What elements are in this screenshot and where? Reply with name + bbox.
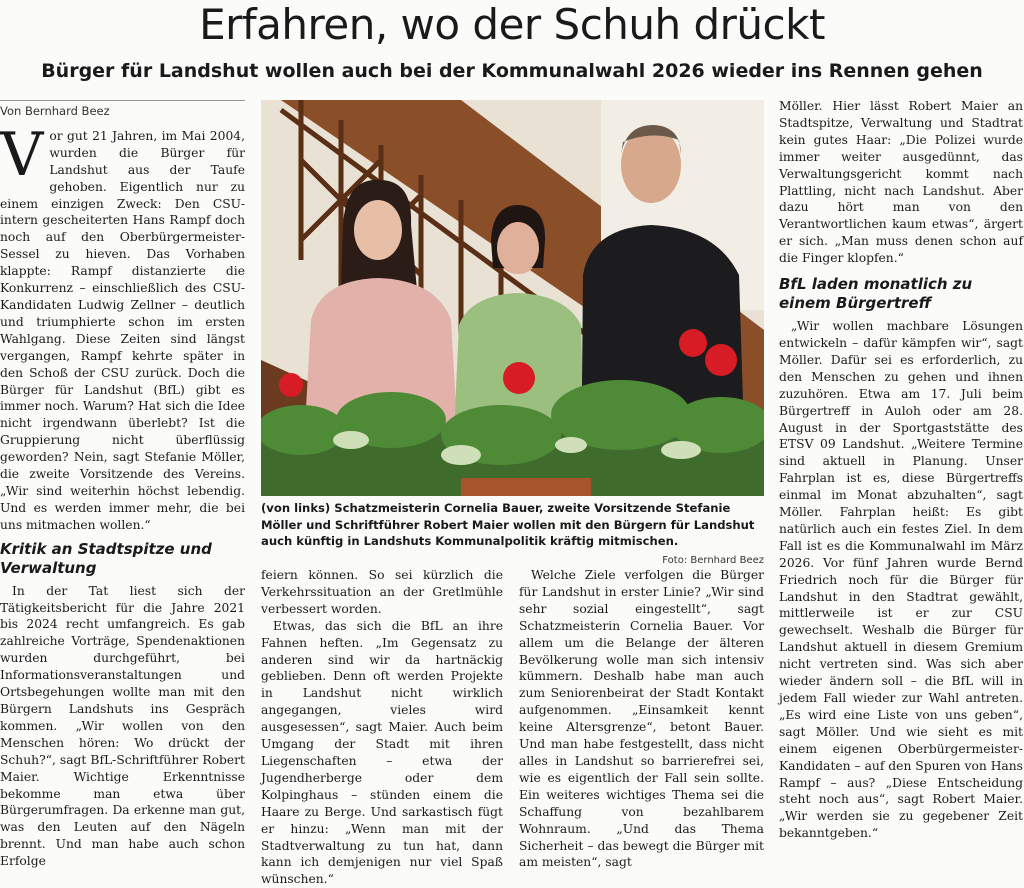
article-photo (261, 100, 764, 496)
paragraph: Etwas, das sich die BfL an ihre Fahnen heften. „Im Gegensatz zu anderen sind wir da hartnäckig geblieben. Denn oft werden Projekte in Landshut nicht wirklich angegangen, vieles wird ausgesessen“, sagt Maier. Auch beim Umgang der Stadt mit ihren Liegenschaften – etwa der Jugendherberge oder dem Kolpinghaus – stünden einem die Haare zu Berge. Und sarkastisch fügt er hinzu: „Wenn man mit der Stadtverwaltung zu tun hat, dann kann ich demjenigen nur viel Spaß wünschen.“ (261, 618, 503, 887)
paragraph: „Wir wollen machbare Lösungen entwickeln – dafür kämpfen wir“, sagt Möller. Dafür sei es erforderlich, zu den Menschen zu gehen und ihnen zuzuhören. Etwa am 17. Juli beim Bürgertreff in Auloh oder am 28. August in der Sportgaststätte des ETSV 09 Landshut. „Weitere Termine sind aktuell in Planung. Unser Fahrplan ist es, diese Bürgertreffs einmal im Monat abzuhalten“, sagt Möller. Fahrplan heißt: Es gibt natürlich auch ein festes Ziel. In dem Fall ist es die Kommunalwahl im März 2026. Vor fünf Jahren wurde Bernd Friedrich noch für die Bürger für Landshut in den Stadtrat gewählt, mittlerweile ist er zur CSU gewechselt. Weshalb die Bürger für Landshut aktuell in diesem Gremium nicht vertreten sind. Was sich aber wieder ändern soll – die BfL will in jedem Fall wieder zur Wahl antreten. „Es wird eine Liste von uns geben“, sagt Möller. Und wie sieht es mit einem eigenen Oberbürgermeister-Kandidaten – auf den Spuren von Hans Rampf – aus? „Diese Entscheidung steht noch aus“, sagt Robert Maier. „Wir werden sie zu gegebener Zeit bekanntgeben.“ (779, 319, 1023, 841)
column-3 (519, 567, 764, 871)
paragraph: In der Tat liest sich der Tätigkeitsbericht für die Jahre 2021 bis 2024 recht umfangreich. Es gab zahlreiche Vorträge, Spendenaktionen wurden durchgeführt, bei Informationsveranstaltungen und Ortsbegehungen wollte man mit den Bürgern Landshuts ins Gespräch kommen. „Wir wollen von den Menschen hören: Wo drückt der Schuh?“, sagt BfL-Schriftführer Robert Maier. Wichtige Erkenntnisse bekomme man etwa über Bürgerumfragen. Da erkenne man gut, was den Leuten auf den Nägeln brennt. Und man habe auch schon Erfolge (0, 583, 245, 869)
section-heading-kritik: Kritik an Stadtspitze und Verwaltung (0, 539, 212, 577)
section-heading-buergertreff: BfL laden monatlich zu einem Bürgertreff (779, 275, 973, 313)
drop-cap: V (0, 119, 44, 190)
headline: Erfahren, wo der Schuh drückt (199, 0, 825, 49)
byline: Von Bernhard Beez (0, 100, 245, 120)
photo-caption (261, 500, 764, 569)
intro-paragraph: or gut 21 Jahren, im Mai 2004, wurden die Bürger für Landshut aus der Taufe gehoben. Eigentlich nur zu einem einzigen Zweck: Den CSU-intern gescheiterten Hans Rampf doch noch auf den Oberbürgermeister-Sessel zu hieven. Das Vorhaben klappte: Rampf distanzierte die Konkurrenz – einschließlich des CSU-Kandidaten Ludwig Zellner – deutlich und triumphierte schon im ersten Wahlgang. Diese Zeiten sind längst vergangen, Rampf kehrte später in den Schoß der CSU zurück. Doch die Bürger für Landshut (BfL) gibt es immer noch. Warum? Hat sich die Idee nicht irgendwann überlebt? Ist die Gruppierung nicht überflüssig geworden? Nein, sagt Stefanie Möller, die zweite Vorsitzende des Vereins. „Wir sind weiterhin höchst lebendig. Und es werden immer mehr, die bei uns mitmachen wollen.“ (0, 128, 245, 532)
photo-credit: Foto: Bernhard Beez (662, 554, 764, 566)
paragraph: Möller. Hier lässt Robert Maier an Stadtspitze, Verwaltung und Stadtrat kein gutes Haar: „Die Polizei wurde immer weiter ausgedünnt, das Verwaltungsgericht kommt nach Plattling, nicht nach Landshut. Aber dazu hört man von den Verantwortlichen kaum etwas“, ärgert er sich. „Man muss denen schon auf die Finger klopfen.“ (779, 99, 1023, 266)
paragraph: feiern können. So sei kürzlich die Verkehrssituation an der Gretlmühle verbessert worden. (261, 568, 503, 616)
column-2 (261, 567, 503, 888)
caption-text: (von links) Schatzmeisterin Cornelia Bauer, zweite Vorsitzende Stefanie Möller und Schriftführer Robert Maier wollen mit den Bürgern für Landshut auch künftig in Landshuts Kommunalpolitik kräftig mitmischen. (261, 501, 755, 548)
column-1 (0, 100, 245, 870)
subheadline: Bürger für Landshut wollen auch bei der Kommunalwahl 2026 wieder ins Rennen gehen (41, 60, 983, 82)
column-4 (779, 98, 1023, 842)
photo-illustration (261, 100, 764, 496)
paragraph: Welche Ziele verfolgen die Bürger für Landshut in erster Linie? „Wir sind sehr sozial eingestellt“, sagt Schatzmeisterin Cornelia Bauer. Vor allem um die Belange der älteren Bevölkerung wolle man sich intensiv kümmern. Deshalb habe man auch zum Seniorenbeirat der Stadt Kontakt aufgenommen. „Einsamkeit kennt keine Altersgrenze“, betont Bauer. Und man habe festgestellt, dass nicht alles in Landshut so barrierefrei sei, wie es eigentlich der Fall sein sollte. Ein weiteres wichtiges Thema sei die Schaffung von bezahlbarem Wohnraum. „Und das Thema Sicherheit – das bewegt die Bürger mit am meisten“, sagt (519, 568, 764, 870)
